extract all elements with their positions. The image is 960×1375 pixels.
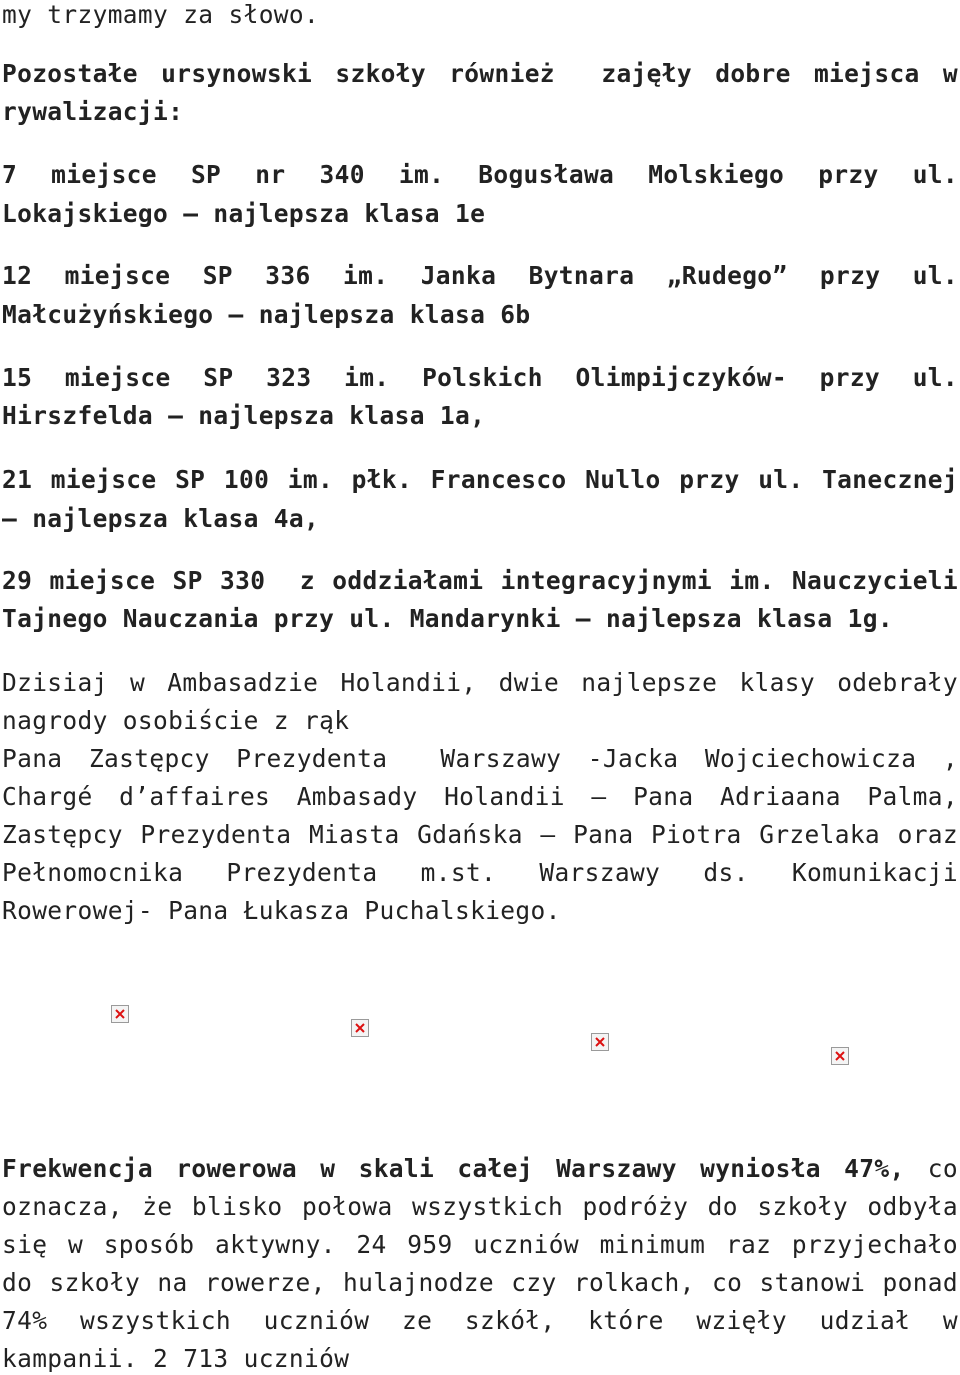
ranking-21-line-2: – najlepsza klasa 4a,: [2, 504, 320, 533]
stats-line-1: [2, 1154, 958, 1184]
ranking-7-line-1: 7 miejsce SP nr 340 im. Bogusława Molskiego przy ul.: [2, 160, 958, 189]
ranking-12-line-2: Małcużyńskiego – najlepsza klasa 6b: [2, 300, 531, 329]
ceremony-line-2: nagrody osobiście z rąk: [2, 706, 350, 735]
ranking-12-line-1: 12 miejsce SP 336 im. Janka Bytnara „Rudego” przy ul.: [2, 261, 958, 290]
ranking-15-line-2: Hirszfelda – najlepsza klasa 1a,: [2, 401, 486, 430]
stats-line-4: do szkoły na rowerze, hulajnodze czy rolkach, co stanowi ponad: [2, 1268, 958, 1297]
stats-lead-rest: co: [904, 1154, 958, 1183]
others-heading-line-1: Pozostałe ursynowski szkoły również zajęły dobre miejsca w: [2, 59, 958, 88]
ceremony-line-6: Pełnomocnika Prezydenta m.st. Warszawy ds. Komunikacji: [2, 858, 958, 887]
intro-tail: my trzymamy za słowo.: [2, 0, 320, 29]
ranking-21-line-1: 21 miejsce SP 100 im. płk. Francesco Nullo przy ul. Tanecznej: [2, 465, 958, 494]
ranking-29-line-1: 29 miejsce SP 330 z oddziałami integracyjnymi im. Nauczycieli: [2, 566, 958, 595]
broken-image-icon[interactable]: [351, 1019, 369, 1037]
ranking-7-line-2: Lokajskiego – najlepsza klasa 1e: [2, 199, 486, 228]
ceremony-line-4: Chargé d’affaires Ambasady Holandii – Pana Adriaana Palma,: [2, 782, 958, 811]
stats-line-3: się w sposób aktywny. 24 959 uczniów minimum raz przyjechało: [2, 1230, 958, 1259]
broken-image-icon[interactable]: [831, 1047, 849, 1065]
ceremony-line-7: Rowerowej- Pana Łukasza Puchalskiego.: [2, 896, 561, 925]
stats-line-5: 74% wszystkich uczniów ze szkół, które wzięły udział w: [2, 1306, 958, 1335]
stats-bold-lead: Frekwencja rowerowa w skali całej Warszawy wyniosła 47%,: [2, 1154, 905, 1183]
ceremony-line-3: Pana Zastępcy Prezydenta Warszawy -Jacka Wojciechowicza ,: [2, 744, 958, 773]
ceremony-line-1: Dzisiaj w Ambasadzie Holandii, dwie najlepsze klasy odebrały: [2, 668, 958, 697]
stats-line-6: kampanii. 2 713 uczniów: [2, 1344, 350, 1373]
broken-image-icon[interactable]: [591, 1033, 609, 1051]
ceremony-line-5: Zastępcy Prezydenta Miasta Gdańska – Pana Piotra Grzelaka oraz: [2, 820, 958, 849]
ranking-29-line-2: Tajnego Nauczania przy ul. Mandarynki – najlepsza klasa 1g.: [2, 604, 893, 633]
broken-image-icon[interactable]: [111, 1005, 129, 1023]
others-heading-line-2: rywalizacji:: [2, 97, 184, 126]
stats-line-2: oznacza, że blisko połowa wszystkich podróży do szkoły odbyła: [2, 1192, 958, 1221]
ranking-15-line-1: 15 miejsce SP 323 im. Polskich Olimpijczyków- przy ul.: [2, 363, 958, 392]
